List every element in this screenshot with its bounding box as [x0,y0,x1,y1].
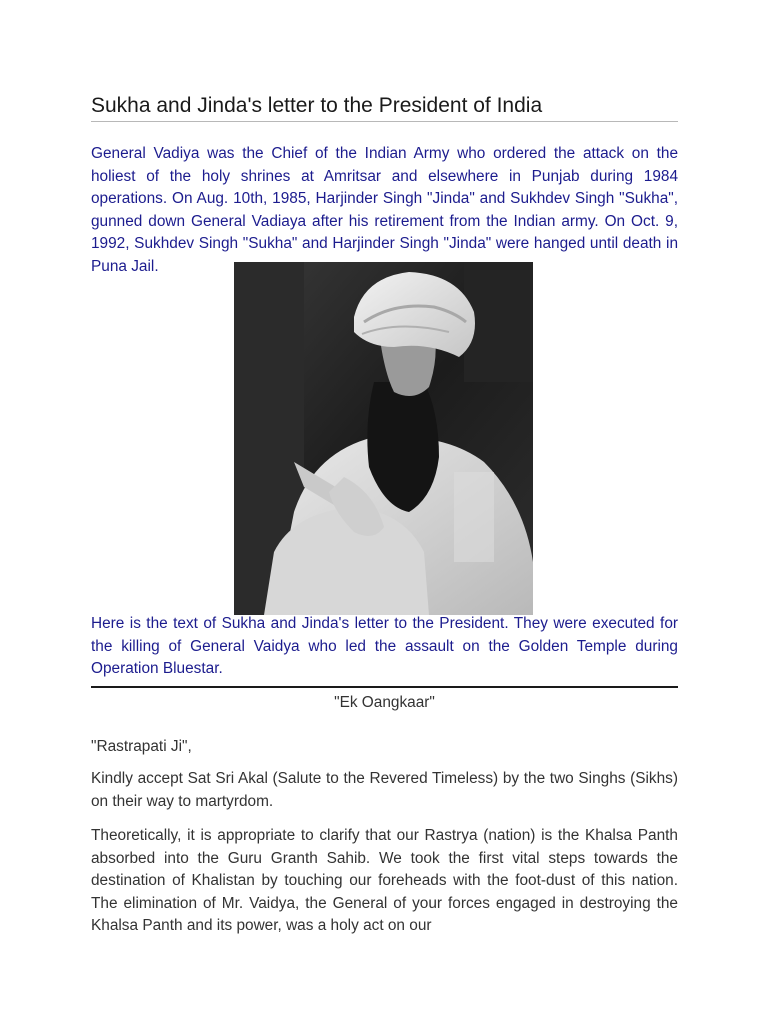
section-divider [91,686,678,688]
letter-salutation: "Rastrapati Ji", [91,738,192,755]
letter-paragraph: Theoretically, it is appropriate to clarify that our Rastrya (nation) is the Khalsa Panth absorbed into the Guru Granth Sahib. We took the first vital steps towards the destination of Khalistan by touching our foreheads with the foot-dust of this nation. The elimination of Mr. Vaidya, the General of your forces engaged in destroying the Khalsa Panth and its power, was a holy act on our [91,827,678,934]
portrait-photo [234,262,533,615]
letter-paragraph: Kindly accept Sat Sri Akal (Salute to the Revered Timeless) by the two Singhs (Sikhs) on their way to martyrdom. [91,770,678,810]
portrait-photo-image [234,262,533,615]
title-divider [91,121,678,122]
letter-heading: "Ek Oangkaar" [334,694,435,711]
intro-paragraph: General Vadiya was the Chief of the Indian Army who ordered the attack on the holiest of the holy shrines at Amritsar and elsewhere in Punjab during 1984 operations. On Aug. 10th, 1985, Harjinder Singh "Jinda" and Sukhdev Singh "Sukha", gunned down General Vadiaya after his retirement from the Indian army. On Oct. 9, 1992, Sukhdev Singh "Sukha" and Harjinder Singh "Jinda" were hanged until death in Puna Jail. [91,145,678,275]
page-title: Sukha and Jinda's letter to the President of India [91,94,543,117]
photo-caption: Here is the text of Sukha and Jinda's letter to the President. They were executed for the killing of General Vaidya who led the assault on the Golden Temple during Operation Bluestar. [91,615,678,677]
